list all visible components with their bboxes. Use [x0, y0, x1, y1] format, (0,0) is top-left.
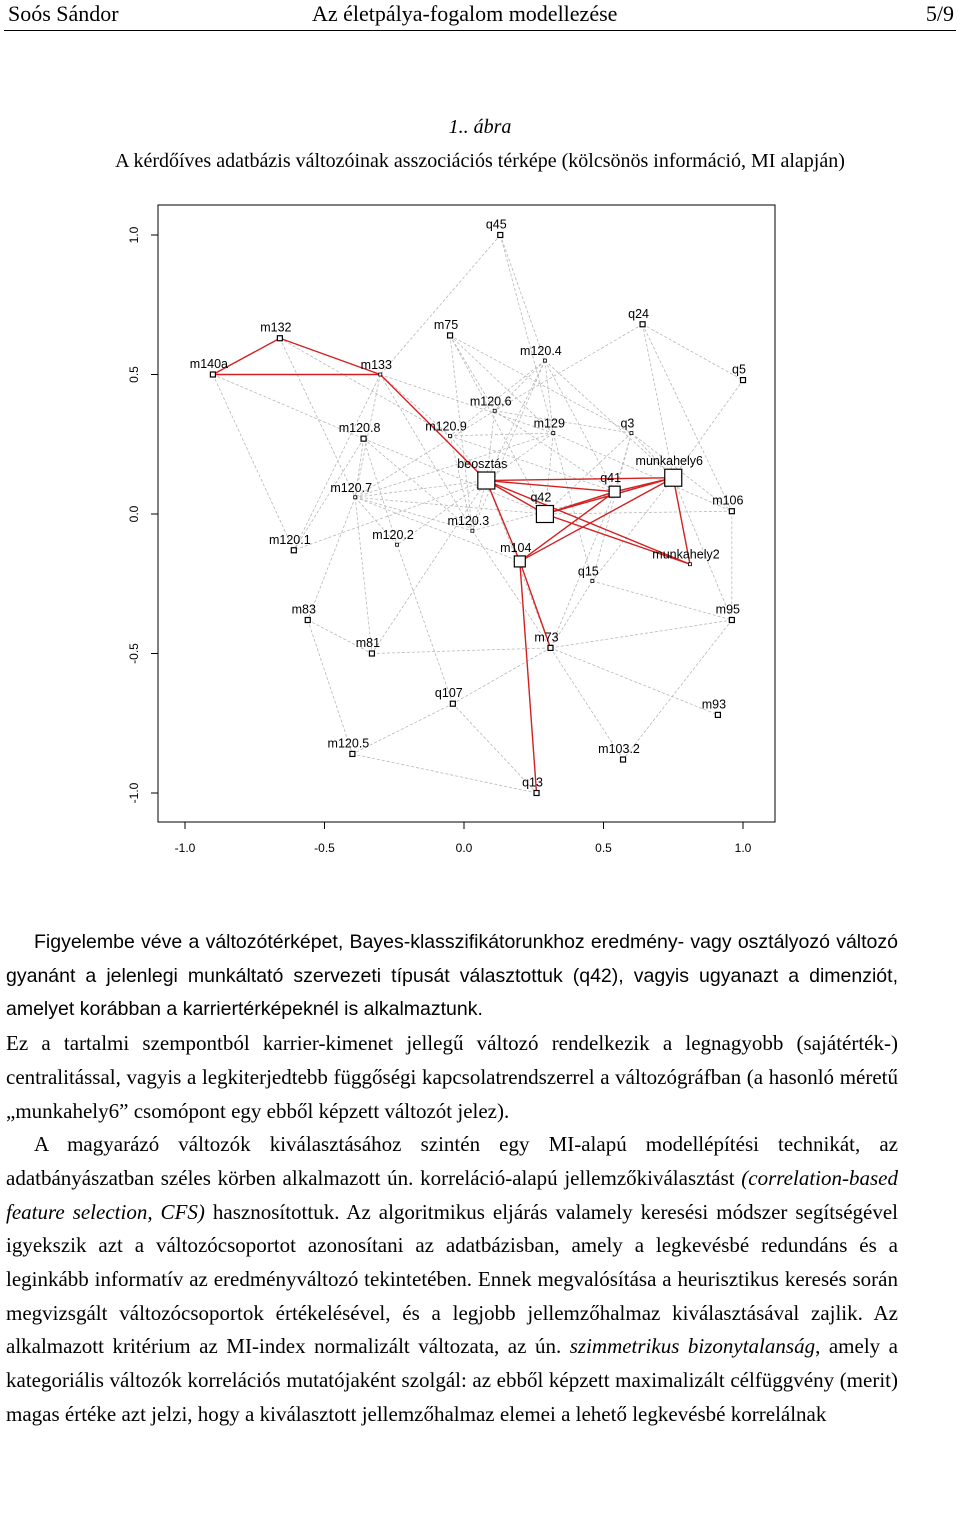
gray-edge — [545, 511, 732, 514]
y-tick-label: -0.5 — [127, 643, 141, 664]
gray-edge — [495, 324, 643, 410]
node-label-m106: m106 — [712, 493, 744, 508]
gray-edge — [355, 433, 553, 497]
node-q41 — [609, 486, 620, 497]
node-q3 — [630, 432, 633, 435]
node-label-m120.2: m120.2 — [372, 528, 414, 543]
x-tick-label: 1.0 — [734, 841, 752, 855]
node-q24 — [640, 322, 645, 327]
gray-edge — [623, 620, 732, 760]
gray-edge — [550, 648, 717, 715]
gray-edge — [364, 439, 545, 514]
node-label-munkahely2: munkahely2 — [652, 547, 720, 562]
node-label-m103.2: m103.2 — [598, 742, 640, 757]
node-label-m120.4: m120.4 — [520, 344, 562, 359]
gray-edge — [453, 648, 551, 704]
y-tick-label: 0.5 — [127, 366, 141, 383]
header-title: Az életpálya-fogalom modellezése — [312, 1, 618, 26]
node-m133 — [379, 373, 382, 376]
node-label-q13: q13 — [522, 775, 543, 790]
header-author: Soós Sándor — [8, 1, 119, 26]
node-m120.2 — [396, 543, 399, 546]
gray-edge — [550, 620, 731, 648]
figure-number: 1.. ábra — [448, 116, 512, 138]
gray-edge — [355, 497, 545, 514]
node-m120.4 — [543, 359, 546, 362]
node-label-m133: m133 — [360, 358, 392, 372]
node-label-beosztas: beosztás — [457, 457, 508, 472]
node-m83 — [305, 618, 310, 623]
page-header — [4, 0, 956, 31]
node-label-q5: q5 — [732, 362, 746, 377]
node-label-m81: m81 — [355, 636, 381, 650]
x-tick-label: 0.0 — [455, 841, 473, 855]
node-label-m129: m129 — [533, 416, 565, 431]
node-m81 — [369, 651, 374, 656]
x-tick-label: -0.5 — [314, 841, 335, 855]
gray-edge — [450, 433, 553, 436]
node-q13 — [534, 791, 539, 796]
y-tick-label: 0.0 — [127, 505, 141, 523]
gray-edge — [355, 497, 372, 653]
node-m75 — [448, 333, 453, 338]
node-label-q41: q41 — [600, 471, 622, 486]
gray-edge — [643, 324, 743, 380]
node-munkahely2 — [688, 563, 691, 566]
node-m120.6 — [493, 409, 496, 412]
node-m104 — [514, 556, 525, 567]
node-label-q42: q42 — [530, 490, 552, 505]
node-m120.9 — [449, 434, 452, 437]
node-q5 — [741, 378, 746, 383]
red-edges — [213, 338, 690, 793]
gray-edge — [372, 648, 551, 654]
node-label-munkahely6: munkahely6 — [635, 454, 703, 469]
node-label-m120.1: m120.1 — [268, 532, 311, 547]
gray-edge — [352, 754, 536, 793]
node-label-m120.6: m120.6 — [469, 394, 512, 409]
node-label-m104: m104 — [500, 540, 532, 555]
red-edge — [520, 561, 537, 793]
node-label-m95: m95 — [715, 602, 741, 617]
node-m103.2 — [621, 757, 626, 762]
node-m140a — [210, 372, 215, 377]
node-label-m120.5: m120.5 — [327, 736, 370, 751]
node-q45 — [498, 233, 503, 238]
gray-edge — [213, 375, 294, 551]
y-tick-label: -1.0 — [127, 782, 141, 804]
node-label-q45: q45 — [485, 217, 507, 232]
gray-edge — [469, 361, 545, 531]
node-label-m120.8: m120.8 — [338, 421, 381, 436]
node-m120.5 — [350, 751, 355, 756]
node-q42 — [536, 506, 553, 523]
gray-edge — [500, 235, 545, 361]
figure-caption: A kérdőíves adatbázis változóinak asszociációs térképe (kölcsönös információ, MI alapján) — [115, 150, 845, 172]
node-label-q107: q107 — [434, 686, 463, 701]
gray-edge — [355, 481, 486, 498]
node-label-q3: q3 — [620, 416, 635, 431]
paragraph-1: Figyelembe véve a változótérképet, Bayes-klasszifikátorunkhoz eredmény- vagy osztályozó változó gyanánt a jelenlegi munkáltató szervezeti típusát választottuk (q42), vagyis ugyanazt a dimenziót, amelyet korábban a karriertérképeknél is alkalmaztunk. — [6, 931, 898, 1021]
node-m120.1 — [291, 548, 296, 553]
node-m93 — [715, 712, 720, 717]
header-page-number: 5/9 — [925, 1, 954, 26]
node-label-m83: m83 — [291, 602, 316, 617]
node-beosztas — [478, 472, 495, 489]
paragraph-2: A magyarázó változók kiválasztásához szintén egy MI-alapú modellépítési technikát, az adatbányászatban széles körben alkalmazott ún. korreláció-alapú jellemzőkiválasztást (correlation-based feature selection, CFS) hasznosítottuk. Az algoritmikus eljárás valamely keresési módszer segítségével igyekszik azt a változócsoportot azonosítani az adatbázisban, amely a legkevésbé redundáns és a leginkább informatív az eredményváltozó tekintetében. Ennek megvalósítása a heurisztikus keresés során megvizsgált változócsoportok értékelésével, és a legjobb jellemzőhalmaz kiválasztásával zajlik. Az alkalmazott kritérium az MI-index normalizált változata, az ún. szimmetrikus bizonytalanság, amely a kategoriális változók korrelációs mutatójaként szolgál: az ebből képzett maximalizált célfüggvény (merit) magas értéke azt jelzi, hogy a kiválasztott jellemzőhalmaz elemei a lehető legkevésbé korrelálnak — [6, 1132, 898, 1426]
node-label-q15: q15 — [577, 564, 599, 579]
node-munkahely6 — [665, 469, 682, 486]
node-q15 — [591, 579, 594, 582]
node-m95 — [729, 618, 734, 623]
node-label-m93: m93 — [701, 697, 727, 712]
gray-edge — [592, 433, 631, 581]
node-q107 — [450, 701, 455, 706]
node-label-m120.3: m120.3 — [447, 514, 490, 529]
node-label-m120.7: m120.7 — [330, 480, 373, 495]
node-label-q24: q24 — [628, 306, 649, 321]
node-m129 — [552, 432, 555, 435]
node-label-m75: m75 — [433, 317, 459, 332]
body-text — [6, 926, 898, 1432]
gray-edge — [553, 433, 592, 581]
gray-edge — [380, 235, 500, 375]
gray-edge — [397, 545, 453, 704]
node-m120.3 — [471, 529, 474, 532]
node-m132 — [277, 336, 282, 341]
x-tick-label: 0.5 — [595, 841, 612, 855]
gray-edge — [592, 581, 732, 620]
paragraph-1-continued: Ez a tartalmi szempontból karrier-kimenet jellegű változó rendelkezik a legnagyobb (sajátérték-) centralitással, vagyis a legkiterjedtebb függőségi kapcsolatrendszerrel a változógráfban (a hasonló méretű „munkahely6” csomópont egy ebből képzett változót jelez). — [6, 1031, 898, 1123]
node-m106 — [729, 509, 734, 514]
x-tick-label: -1.0 — [174, 841, 196, 855]
node-label-m140a: m140a — [189, 357, 229, 371]
node-m73 — [548, 645, 553, 650]
gray-edge — [372, 481, 486, 654]
node-m120.8 — [361, 436, 366, 441]
association-network-chart — [120, 195, 800, 875]
y-tick-label: 1.0 — [127, 226, 141, 244]
node-label-m132: m132 — [260, 320, 292, 335]
node-m120.7 — [354, 496, 357, 499]
node-label-m120.9: m120.9 — [425, 419, 467, 434]
node-label-m73: m73 — [534, 630, 559, 645]
